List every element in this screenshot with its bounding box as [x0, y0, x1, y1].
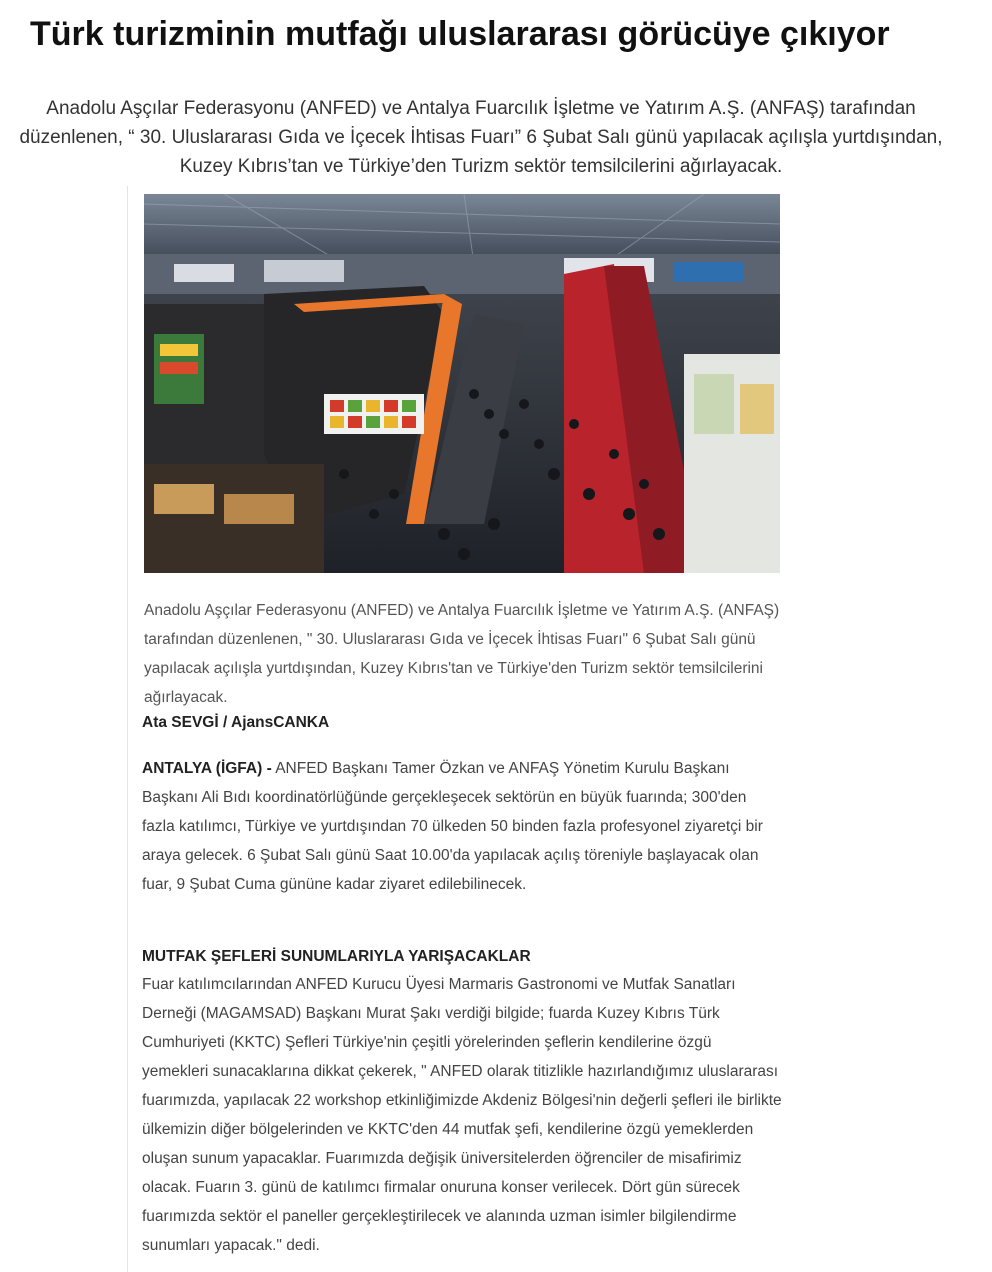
paragraph-1-text: ANFED Başkanı Tamer Özkan ve ANFAŞ Yönetim Kurulu Başkanı Başkanı Ali Bıdı koordinatörlüğünde gerçekleşecek sektörün en büyük fuarında; 300'den fazla katılımcı, Türkiye ve yurtdışından 70 ülkeden 50 binden fazla profesyonel ziyaretçi bir araya gelecek. 6 Şubat Salı günü Saat 10.00'da yapılacak açılış töreniyle başlayacak olan fuar, 9 Şubat Cuma gününe kadar ziyaret edilebilinecek. — [142, 760, 763, 893]
exhibition-hall-photo — [144, 194, 780, 573]
article-title: Türk turizminin mutfağı uluslararası görücüye çıkıyor — [30, 15, 890, 53]
photo-caption: Anadolu Aşçılar Federasyonu (ANFED) ve Antalya Fuarcılık İşletme ve Yatırım A.Ş. (ANFAŞ) tarafından düzenlenen, " 30. Uluslararası Gıda ve İçecek İhtisas Fuarı" 6 Şubat Salı günü yapılacak açılışla yurtdışından, Kuzey Kıbrıs'tan ve Türkiye'den Turizm sektör temsilcilerini ağırlayacak. — [144, 602, 780, 706]
article-paragraph-1 — [142, 754, 782, 899]
article-byline: Ata SEVGİ / AjansCANKA — [142, 714, 330, 731]
dateline: ANTALYA (İGFA) - — [142, 760, 272, 777]
article-lead: Anadolu Aşçılar Federasyonu (ANFED) ve Antalya Fuarcılık İşletme ve Yatırım A.Ş. (ANFAŞ) tarafından düzenlenen, “ 30. Uluslararası Gıda ve İçecek İhtisas Fuarı” 6 Şubat Salı günü yapılacak açılışla yurtdışından, Kuzey Kıbrıs’tan ve Türkiye’den Turizm sektör temsilcilerini ağırlayacak. — [19, 98, 943, 177]
article-paragraph-2: Fuar katılımcılarından ANFED Kurucu Üyesi Marmaris Gastronomi ve Mutfak Sanatları Derneği (MAGAMSAD) Başkanı Murat Şakı verdiği bilgide; fuarda Kuzey Kıbrıs Türk Cumhuriyeti (KKTC) Şefleri Türkiye'nin çeşitli yörelerinden şeflerin kendilerine özgü yemekleri sunacaklarına dikkat çekerek, " ANFED olarak titizlikle hazırlandığımız uluslararası fuarımızda, yapılacak 22 workshop etkinliğimizde Akdeniz Bölgesi'nin değerli şefleri ile birlikte ülkemizin diğer bölgelerinden ve KKTC'den 44 mutfak şefi, kendilerine özgü yemeklerden oluşan sunum yapacaklar. Fuarımızda değişik üniversitelerden öğrenciler de misafirimiz olacak. Fuarın 3. günü de katılımcı firmalar onuruna konser verilecek. Dört gün sürecek fuarımızda sektör el paneller gerçekleştirilecek ve alanında uzman isimler bilgilendirme sunumları yapacak." dedi. — [142, 976, 782, 1254]
content-divider — [127, 186, 128, 1272]
section-subheading: MUTFAK ŞEFLERİ SUNUMLARIYLA YARIŞACAKLAR — [142, 948, 531, 965]
